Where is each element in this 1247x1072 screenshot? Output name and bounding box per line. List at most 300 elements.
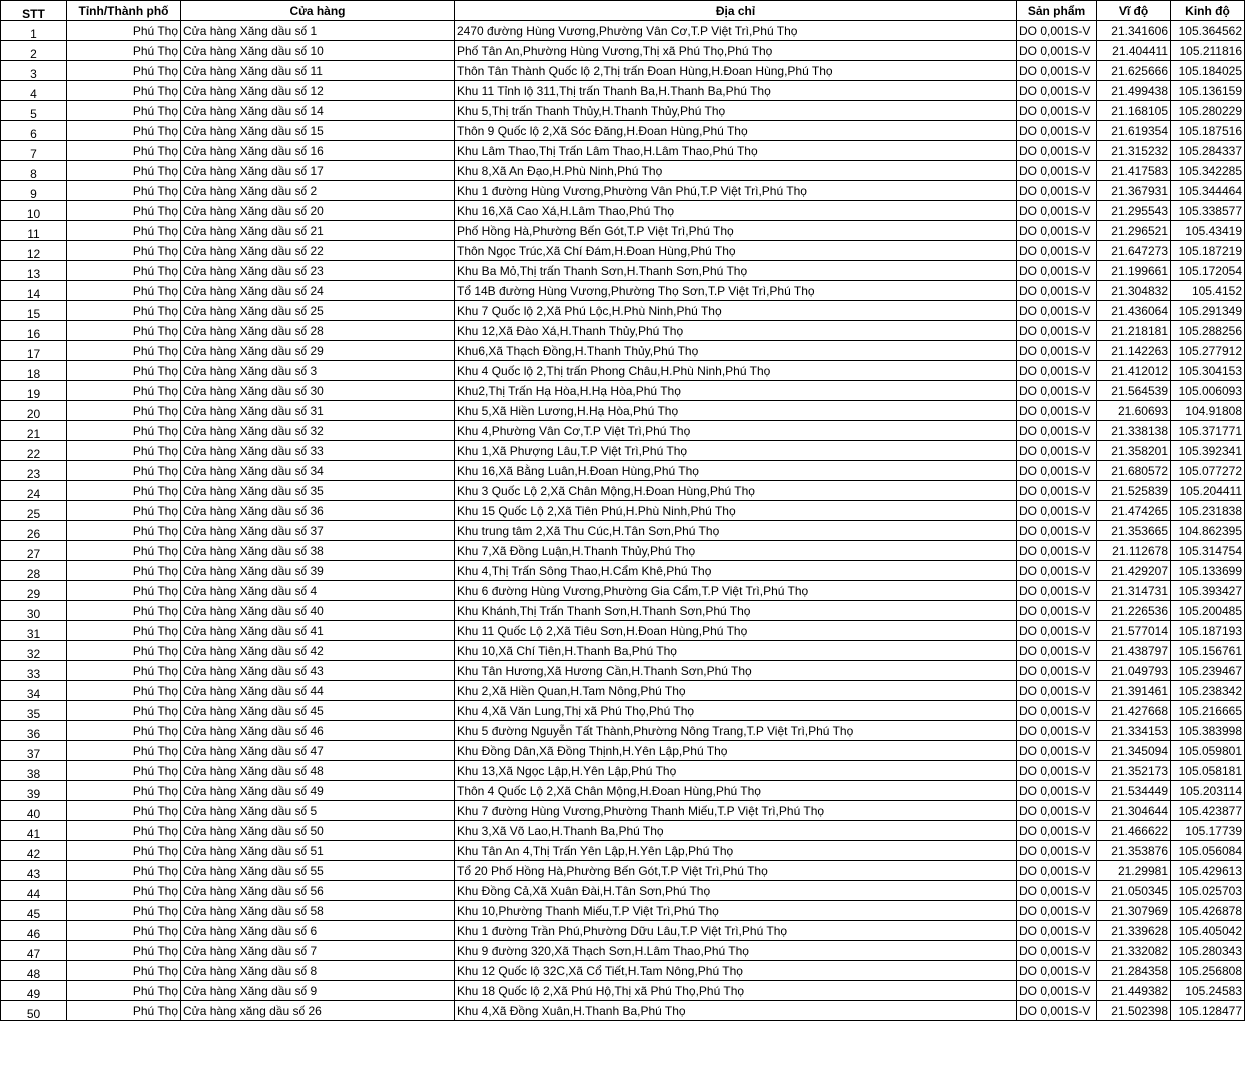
cell-longitude: 105.187193 — [1171, 621, 1245, 641]
cell-product: DO 0,001S-V — [1017, 901, 1097, 921]
table-row — [1, 941, 1245, 961]
cell-store: Cửa hàng Xăng dầu số 35 — [181, 481, 455, 501]
header-province: Tỉnh/Thành phố — [67, 1, 181, 21]
cell-stt: 46 — [1, 921, 67, 941]
cell-address: Khu 1,Xã Phượng Lâu,T.P Việt Trì,Phú Thọ — [455, 441, 1017, 461]
cell-stt: 30 — [1, 601, 67, 621]
cell-province: Phú Thọ — [67, 841, 181, 861]
cell-longitude: 105.393427 — [1171, 581, 1245, 601]
cell-address: Khu 18 Quốc lộ 2,Xã Phú Hộ,Thị xã Phú Thọ,Phú Thọ — [455, 981, 1017, 1001]
cell-latitude: 21.341606 — [1097, 21, 1171, 41]
cell-stt: 34 — [1, 681, 67, 701]
cell-product: DO 0,001S-V — [1017, 181, 1097, 201]
cell-address: Khu 13,Xã Ngọc Lập,H.Yên Lập,Phú Thọ — [455, 761, 1017, 781]
cell-latitude: 21.050345 — [1097, 881, 1171, 901]
cell-stt: 37 — [1, 741, 67, 761]
cell-province: Phú Thọ — [67, 641, 181, 661]
cell-address: Tổ 20 Phố Hồng Hà,Phường Bến Gót,T.P Việt Trì,Phú Thọ — [455, 861, 1017, 881]
cell-store: Cửa hàng Xăng dầu số 43 — [181, 661, 455, 681]
cell-province: Phú Thọ — [67, 121, 181, 141]
table-row — [1, 761, 1245, 781]
cell-product: DO 0,001S-V — [1017, 681, 1097, 701]
cell-longitude: 104.91808 — [1171, 401, 1245, 421]
cell-address: Khu 7,Xã Đồng Luận,H.Thanh Thủy,Phú Thọ — [455, 541, 1017, 561]
cell-address: Khu 10,Xã Chí Tiên,H.Thanh Ba,Phú Thọ — [455, 641, 1017, 661]
cell-store: Cửa hàng Xăng dầu số 20 — [181, 201, 455, 221]
cell-address: Khu 3 Quốc Lộ 2,Xã Chân Mộng,H.Đoan Hùng,Phú Thọ — [455, 481, 1017, 501]
cell-store: Cửa hàng Xăng dầu số 58 — [181, 901, 455, 921]
cell-stt: 13 — [1, 261, 67, 281]
cell-address: Tổ 14B đường Hùng Vương,Phường Thọ Sơn,T.P Việt Trì,Phú Thọ — [455, 281, 1017, 301]
cell-product: DO 0,001S-V — [1017, 961, 1097, 981]
cell-longitude: 105.17739 — [1171, 821, 1245, 841]
table-row — [1, 341, 1245, 361]
cell-address: Khu 3,Xã Võ Lao,H.Thanh Ba,Phú Thọ — [455, 821, 1017, 841]
table-body — [1, 21, 1245, 1021]
cell-stt: 6 — [1, 121, 67, 141]
cell-store: Cửa hàng Xăng dầu số 22 — [181, 241, 455, 261]
cell-store: Cửa hàng Xăng dầu số 42 — [181, 641, 455, 661]
cell-stt: 23 — [1, 461, 67, 481]
cell-stt: 48 — [1, 961, 67, 981]
cell-province: Phú Thọ — [67, 101, 181, 121]
cell-store: Cửa hàng Xăng dầu số 47 — [181, 741, 455, 761]
cell-address: Khu2,Thị Trấn Hạ Hòa,H.Hạ Hòa,Phú Thọ — [455, 381, 1017, 401]
table-row — [1, 321, 1245, 341]
cell-latitude: 21.474265 — [1097, 501, 1171, 521]
cell-store: Cửa hàng Xăng dầu số 9 — [181, 981, 455, 1001]
cell-longitude: 105.059801 — [1171, 741, 1245, 761]
cell-latitude: 21.315232 — [1097, 141, 1171, 161]
cell-product: DO 0,001S-V — [1017, 321, 1097, 341]
cell-stt: 31 — [1, 621, 67, 641]
cell-product: DO 0,001S-V — [1017, 981, 1097, 1001]
cell-product: DO 0,001S-V — [1017, 601, 1097, 621]
table-row — [1, 601, 1245, 621]
cell-stt: 44 — [1, 881, 67, 901]
header-store: Cửa hàng — [181, 1, 455, 21]
cell-product: DO 0,001S-V — [1017, 201, 1097, 221]
cell-address: Thôn 9 Quốc lộ 2,Xã Sóc Đăng,H.Đoan Hùng,Phú Thọ — [455, 121, 1017, 141]
cell-province: Phú Thọ — [67, 321, 181, 341]
cell-latitude: 21.429207 — [1097, 561, 1171, 581]
cell-province: Phú Thọ — [67, 501, 181, 521]
cell-store: Cửa hàng Xăng dầu số 50 — [181, 821, 455, 841]
cell-store: Cửa hàng Xăng dầu số 11 — [181, 61, 455, 81]
cell-latitude: 21.049793 — [1097, 661, 1171, 681]
cell-latitude: 21.112678 — [1097, 541, 1171, 561]
cell-address: Khu Tân An 4,Thị Trấn Yên Lập,H.Yên Lập,Phú Thọ — [455, 841, 1017, 861]
cell-province: Phú Thọ — [67, 881, 181, 901]
cell-stt: 28 — [1, 561, 67, 581]
cell-latitude: 21.345094 — [1097, 741, 1171, 761]
cell-province: Phú Thọ — [67, 601, 181, 621]
cell-stt: 42 — [1, 841, 67, 861]
table-row — [1, 981, 1245, 1001]
cell-address: Khu 4 Quốc lộ 2,Thị trấn Phong Châu,H.Phù Ninh,Phú Thọ — [455, 361, 1017, 381]
cell-province: Phú Thọ — [67, 241, 181, 261]
table-row — [1, 781, 1245, 801]
cell-product: DO 0,001S-V — [1017, 921, 1097, 941]
cell-address: Khu 5 đường Nguyễn Tất Thành,Phường Nông Trang,T.P Việt Trì,Phú Thọ — [455, 721, 1017, 741]
cell-province: Phú Thọ — [67, 481, 181, 501]
cell-latitude: 21.502398 — [1097, 1001, 1171, 1021]
cell-latitude: 21.29981 — [1097, 861, 1171, 881]
cell-address: Khu 1 đường Hùng Vương,Phường Vân Phú,T.P Việt Trì,Phú Thọ — [455, 181, 1017, 201]
cell-longitude: 105.371771 — [1171, 421, 1245, 441]
cell-latitude: 21.352173 — [1097, 761, 1171, 781]
cell-province: Phú Thọ — [67, 661, 181, 681]
cell-longitude: 105.344464 — [1171, 181, 1245, 201]
cell-longitude: 105.291349 — [1171, 301, 1245, 321]
table-row — [1, 141, 1245, 161]
cell-store: Cửa hàng Xăng dầu số 36 — [181, 501, 455, 521]
cell-latitude: 21.307969 — [1097, 901, 1171, 921]
cell-store: Cửa hàng Xăng dầu số 10 — [181, 41, 455, 61]
table-row — [1, 361, 1245, 381]
cell-stt: 50 — [1, 1001, 67, 1021]
cell-stt: 43 — [1, 861, 67, 881]
cell-address: Khu 4,Xã Văn Lung,Thị xã Phú Thọ,Phú Thọ — [455, 701, 1017, 721]
cell-latitude: 21.391461 — [1097, 681, 1171, 701]
cell-product: DO 0,001S-V — [1017, 61, 1097, 81]
table-row — [1, 881, 1245, 901]
cell-latitude: 21.625666 — [1097, 61, 1171, 81]
table-row — [1, 921, 1245, 941]
cell-store: Cửa hàng Xăng dầu số 38 — [181, 541, 455, 561]
cell-product: DO 0,001S-V — [1017, 401, 1097, 421]
cell-province: Phú Thọ — [67, 541, 181, 561]
cell-product: DO 0,001S-V — [1017, 301, 1097, 321]
cell-stt: 21 — [1, 421, 67, 441]
cell-longitude: 105.200485 — [1171, 601, 1245, 621]
cell-stt: 14 — [1, 281, 67, 301]
cell-address: Khu 10,Phường Thanh Miếu,T.P Việt Trì,Phú Thọ — [455, 901, 1017, 921]
table-row — [1, 241, 1245, 261]
cell-address: Khu Đồng Dân,Xã Đồng Thịnh,H.Yên Lập,Phú Thọ — [455, 741, 1017, 761]
cell-product: DO 0,001S-V — [1017, 441, 1097, 461]
cell-stt: 27 — [1, 541, 67, 561]
cell-product: DO 0,001S-V — [1017, 41, 1097, 61]
cell-longitude: 105.025703 — [1171, 881, 1245, 901]
cell-longitude: 105.364562 — [1171, 21, 1245, 41]
cell-stt: 35 — [1, 701, 67, 721]
cell-province: Phú Thọ — [67, 461, 181, 481]
cell-product: DO 0,001S-V — [1017, 141, 1097, 161]
cell-province: Phú Thọ — [67, 41, 181, 61]
cell-stt: 36 — [1, 721, 67, 741]
cell-stt: 25 — [1, 501, 67, 521]
cell-product: DO 0,001S-V — [1017, 721, 1097, 741]
cell-longitude: 105.277912 — [1171, 341, 1245, 361]
table-row — [1, 521, 1245, 541]
cell-latitude: 21.304644 — [1097, 801, 1171, 821]
cell-stt: 3 — [1, 61, 67, 81]
table-row — [1, 541, 1245, 561]
table-row — [1, 741, 1245, 761]
cell-address: Khu Khánh,Thị Trấn Thanh Sơn,H.Thanh Sơn,Phú Thọ — [455, 601, 1017, 621]
cell-latitude: 21.284358 — [1097, 961, 1171, 981]
cell-address: Khu 6 đường Hùng Vương,Phường Gia Cẩm,T.P Việt Trì,Phú Thọ — [455, 581, 1017, 601]
cell-product: DO 0,001S-V — [1017, 521, 1097, 541]
cell-province: Phú Thọ — [67, 201, 181, 221]
cell-longitude: 105.187219 — [1171, 241, 1245, 261]
table-row — [1, 161, 1245, 181]
cell-address: Khu 4,Thị Trấn Sông Thao,H.Cẩm Khê,Phú Thọ — [455, 561, 1017, 581]
cell-province: Phú Thọ — [67, 441, 181, 461]
cell-latitude: 21.466622 — [1097, 821, 1171, 841]
cell-address: Khu Tân Hương,Xã Hương Cần,H.Thanh Sơn,Phú Thọ — [455, 661, 1017, 681]
cell-store: Cửa hàng Xăng dầu số 16 — [181, 141, 455, 161]
table-row — [1, 821, 1245, 841]
cell-province: Phú Thọ — [67, 981, 181, 1001]
cell-stt: 5 — [1, 101, 67, 121]
cell-stt: 4 — [1, 81, 67, 101]
cell-stt: 9 — [1, 181, 67, 201]
cell-product: DO 0,001S-V — [1017, 861, 1097, 881]
cell-address: Khu6,Xã Thạch Đồng,H.Thanh Thủy,Phú Thọ — [455, 341, 1017, 361]
cell-store: Cửa hàng Xăng dầu số 5 — [181, 801, 455, 821]
table-row — [1, 901, 1245, 921]
cell-longitude: 105.128477 — [1171, 1001, 1245, 1021]
cell-province: Phú Thọ — [67, 681, 181, 701]
cell-longitude: 105.211816 — [1171, 41, 1245, 61]
cell-longitude: 105.256808 — [1171, 961, 1245, 981]
cell-address: Khu 4,Xã Đồng Xuân,H.Thanh Ba,Phú Thọ — [455, 1001, 1017, 1021]
cell-store: Cửa hàng Xăng dầu số 45 — [181, 701, 455, 721]
cell-stt: 1 — [1, 21, 67, 41]
cell-address: Khu Đồng Cả,Xã Xuân Đài,H.Tân Sơn,Phú Thọ — [455, 881, 1017, 901]
cell-address: Thôn Ngọc Trúc,Xã Chí Đám,H.Đoan Hùng,Phú Thọ — [455, 241, 1017, 261]
cell-product: DO 0,001S-V — [1017, 421, 1097, 441]
cell-longitude: 105.288256 — [1171, 321, 1245, 341]
cell-province: Phú Thọ — [67, 921, 181, 941]
table-row — [1, 461, 1245, 481]
cell-province: Phú Thọ — [67, 341, 181, 361]
cell-longitude: 105.204411 — [1171, 481, 1245, 501]
cell-latitude: 21.436064 — [1097, 301, 1171, 321]
table-row — [1, 1001, 1245, 1021]
cell-province: Phú Thọ — [67, 901, 181, 921]
cell-province: Phú Thọ — [67, 721, 181, 741]
table-row — [1, 661, 1245, 681]
cell-longitude: 105.314754 — [1171, 541, 1245, 561]
cell-store: Cửa hàng Xăng dầu số 3 — [181, 361, 455, 381]
table-row — [1, 101, 1245, 121]
cell-province: Phú Thọ — [67, 941, 181, 961]
cell-stt: 16 — [1, 321, 67, 341]
cell-latitude: 21.680572 — [1097, 461, 1171, 481]
cell-latitude: 21.295543 — [1097, 201, 1171, 221]
table-row — [1, 721, 1245, 741]
cell-product: DO 0,001S-V — [1017, 21, 1097, 41]
table-row — [1, 621, 1245, 641]
table-row — [1, 301, 1245, 321]
cell-product: DO 0,001S-V — [1017, 801, 1097, 821]
cell-latitude: 21.404411 — [1097, 41, 1171, 61]
table-row — [1, 641, 1245, 661]
cell-latitude: 21.417583 — [1097, 161, 1171, 181]
cell-longitude: 105.392341 — [1171, 441, 1245, 461]
cell-longitude: 105.342285 — [1171, 161, 1245, 181]
cell-province: Phú Thọ — [67, 301, 181, 321]
cell-province: Phú Thọ — [67, 781, 181, 801]
table-row — [1, 21, 1245, 41]
cell-province: Phú Thọ — [67, 361, 181, 381]
cell-store: Cửa hàng Xăng dầu số 15 — [181, 121, 455, 141]
cell-stt: 47 — [1, 941, 67, 961]
cell-store: Cửa hàng Xăng dầu số 46 — [181, 721, 455, 741]
cell-province: Phú Thọ — [67, 161, 181, 181]
cell-store: Cửa hàng Xăng dầu số 51 — [181, 841, 455, 861]
cell-address: Khu 11 Tỉnh lộ 311,Thị trấn Thanh Ba,H.Thanh Ba,Phú Thọ — [455, 81, 1017, 101]
cell-latitude: 21.168105 — [1097, 101, 1171, 121]
table-row — [1, 61, 1245, 81]
cell-address: Khu 15 Quốc Lộ 2,Xã Tiên Phú,H.Phù Ninh,Phú Thọ — [455, 501, 1017, 521]
cell-latitude: 21.449382 — [1097, 981, 1171, 1001]
cell-product: DO 0,001S-V — [1017, 381, 1097, 401]
cell-address: Thôn 4 Quốc Lộ 2,Xã Chân Mộng,H.Đoan Hùng,Phú Thọ — [455, 781, 1017, 801]
cell-stt: 17 — [1, 341, 67, 361]
cell-address: Khu 5,Thị trấn Thanh Thủy,H.Thanh Thủy,Phú Thọ — [455, 101, 1017, 121]
cell-store: Cửa hàng Xăng dầu số 37 — [181, 521, 455, 541]
cell-store: Cửa hàng Xăng dầu số 34 — [181, 461, 455, 481]
cell-store: Cửa hàng Xăng dầu số 44 — [181, 681, 455, 701]
cell-stt: 26 — [1, 521, 67, 541]
cell-stt: 29 — [1, 581, 67, 601]
cell-store: Cửa hàng Xăng dầu số 41 — [181, 621, 455, 641]
table-row — [1, 961, 1245, 981]
cell-product: DO 0,001S-V — [1017, 941, 1097, 961]
cell-store: Cửa hàng Xăng dầu số 1 — [181, 21, 455, 41]
cell-longitude: 105.43419 — [1171, 221, 1245, 241]
cell-latitude: 21.438797 — [1097, 641, 1171, 661]
cell-latitude: 21.427668 — [1097, 701, 1171, 721]
cell-province: Phú Thọ — [67, 821, 181, 841]
cell-province: Phú Thọ — [67, 801, 181, 821]
cell-longitude: 105.172054 — [1171, 261, 1245, 281]
cell-longitude: 105.239467 — [1171, 661, 1245, 681]
cell-store: Cửa hàng Xăng dầu số 17 — [181, 161, 455, 181]
cell-store: Cửa hàng Xăng dầu số 56 — [181, 881, 455, 901]
cell-longitude: 105.216665 — [1171, 701, 1245, 721]
cell-product: DO 0,001S-V — [1017, 701, 1097, 721]
cell-store: Cửa hàng Xăng dầu số 49 — [181, 781, 455, 801]
cell-latitude: 21.142263 — [1097, 341, 1171, 361]
cell-address: Khu 5,Xã Hiền Lương,H.Hạ Hòa,Phú Thọ — [455, 401, 1017, 421]
cell-latitude: 21.367931 — [1097, 181, 1171, 201]
cell-stt: 33 — [1, 661, 67, 681]
cell-store: Cửa hàng Xăng dầu số 12 — [181, 81, 455, 101]
cell-store: Cửa hàng Xăng dầu số 39 — [181, 561, 455, 581]
cell-product: DO 0,001S-V — [1017, 341, 1097, 361]
cell-stt: 18 — [1, 361, 67, 381]
table-row — [1, 281, 1245, 301]
cell-stt: 41 — [1, 821, 67, 841]
table-header — [1, 1, 1245, 21]
cell-product: DO 0,001S-V — [1017, 81, 1097, 101]
table-row — [1, 561, 1245, 581]
cell-province: Phú Thọ — [67, 21, 181, 41]
cell-store: Cửa hàng Xăng dầu số 8 — [181, 961, 455, 981]
cell-product: DO 0,001S-V — [1017, 621, 1097, 641]
cell-province: Phú Thọ — [67, 741, 181, 761]
header-row — [1, 1, 1245, 21]
cell-store: Cửa hàng Xăng dầu số 28 — [181, 321, 455, 341]
cell-province: Phú Thọ — [67, 521, 181, 541]
cell-latitude: 21.199661 — [1097, 261, 1171, 281]
cell-latitude: 21.339628 — [1097, 921, 1171, 941]
cell-product: DO 0,001S-V — [1017, 581, 1097, 601]
cell-product: DO 0,001S-V — [1017, 481, 1097, 501]
cell-address: Khu 8,Xã An Đạo,H.Phù Ninh,Phú Thọ — [455, 161, 1017, 181]
cell-product: DO 0,001S-V — [1017, 121, 1097, 141]
cell-province: Phú Thọ — [67, 401, 181, 421]
cell-store: Cửa hàng Xăng dầu số 31 — [181, 401, 455, 421]
cell-latitude: 21.358201 — [1097, 441, 1171, 461]
cell-store: Cửa hàng Xăng dầu số 32 — [181, 421, 455, 441]
cell-stt: 15 — [1, 301, 67, 321]
table-row — [1, 441, 1245, 461]
cell-address: Phố Tân An,Phường Hùng Vương,Thị xã Phú Thọ,Phú Thọ — [455, 41, 1017, 61]
cell-store: Cửa hàng Xăng dầu số 14 — [181, 101, 455, 121]
cell-longitude: 105.280229 — [1171, 101, 1245, 121]
cell-product: DO 0,001S-V — [1017, 661, 1097, 681]
cell-longitude: 105.383998 — [1171, 721, 1245, 741]
cell-latitude: 21.334153 — [1097, 721, 1171, 741]
cell-longitude: 105.238342 — [1171, 681, 1245, 701]
cell-store: Cửa hàng Xăng dầu số 21 — [181, 221, 455, 241]
cell-address: Phố Hồng Hà,Phường Bến Gót,T.P Việt Trì,Phú Thọ — [455, 221, 1017, 241]
cell-stt: 20 — [1, 401, 67, 421]
cell-product: DO 0,001S-V — [1017, 761, 1097, 781]
table-row — [1, 801, 1245, 821]
cell-latitude: 21.647273 — [1097, 241, 1171, 261]
cell-store: Cửa hàng Xăng dầu số 33 — [181, 441, 455, 461]
cell-province: Phú Thọ — [67, 561, 181, 581]
header-latitude: Vĩ độ — [1097, 1, 1171, 21]
cell-stt: 8 — [1, 161, 67, 181]
cell-stt: 38 — [1, 761, 67, 781]
header-stt: STT — [1, 1, 67, 21]
cell-latitude: 21.332082 — [1097, 941, 1171, 961]
cell-product: DO 0,001S-V — [1017, 361, 1097, 381]
cell-province: Phú Thọ — [67, 621, 181, 641]
cell-address: Khu Lâm Thao,Thị Trấn Lâm Thao,H.Lâm Thao,Phú Thọ — [455, 141, 1017, 161]
cell-latitude: 21.499438 — [1097, 81, 1171, 101]
cell-store: Cửa hàng Xăng dầu số 40 — [181, 601, 455, 621]
table-row — [1, 201, 1245, 221]
header-product: Sản phẩm — [1017, 1, 1097, 21]
cell-latitude: 21.525839 — [1097, 481, 1171, 501]
cell-address: Khu 2,Xã Hiền Quan,H.Tam Nông,Phú Thọ — [455, 681, 1017, 701]
cell-product: DO 0,001S-V — [1017, 261, 1097, 281]
cell-latitude: 21.577014 — [1097, 621, 1171, 641]
cell-stt: 2 — [1, 41, 67, 61]
cell-product: DO 0,001S-V — [1017, 881, 1097, 901]
cell-stt: 24 — [1, 481, 67, 501]
table-row — [1, 701, 1245, 721]
cell-store: Cửa hàng Xăng dầu số 48 — [181, 761, 455, 781]
header-longitude: Kinh độ — [1171, 1, 1245, 21]
table-row — [1, 841, 1245, 861]
cell-longitude: 105.056084 — [1171, 841, 1245, 861]
cell-longitude: 105.304153 — [1171, 361, 1245, 381]
cell-product: DO 0,001S-V — [1017, 1001, 1097, 1021]
cell-province: Phú Thọ — [67, 761, 181, 781]
table-row — [1, 381, 1245, 401]
cell-latitude: 21.338138 — [1097, 421, 1171, 441]
